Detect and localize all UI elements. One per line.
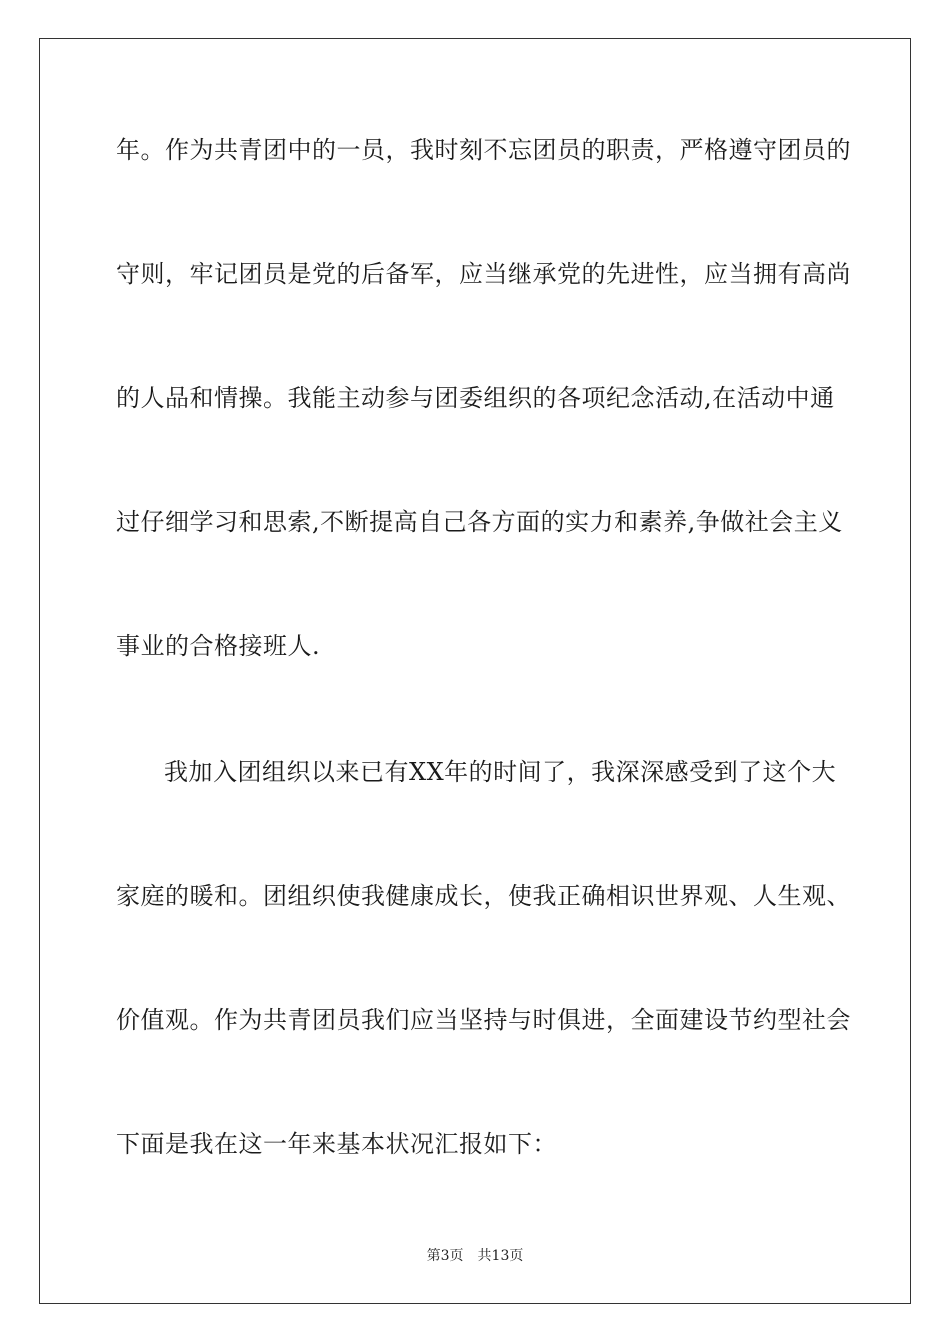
page-border: [39, 38, 911, 1304]
paragraph-line: 价值观。作为共青团员我们应当坚持与时俱进，全面建设节约型社会: [116, 1006, 851, 1034]
paragraph-line: 下面是我在这一年来基本状况汇报如下：: [116, 1130, 557, 1158]
paragraph-line: 事业的合格接班人.: [116, 632, 321, 660]
page-footer: [0, 1247, 950, 1265]
paragraph-line: 的人品和情操。我能主动参与团委组织的各项纪念活动,在活动中通: [116, 384, 835, 412]
page-total: 共13页: [477, 1248, 524, 1264]
paragraph-line: 年。作为共青团中的一员，我时刻不忘团员的职责，严格遵守团员的: [116, 136, 851, 164]
paragraph-line: 过仔细学习和思索,不断提高自己各方面的实力和素养,争做社会主义: [116, 508, 843, 536]
paragraph-line: 家庭的暖和。团组织使我健康成长，使我正确相识世界观、人生观、: [116, 882, 851, 910]
paragraph-line: 守则，牢记团员是党的后备军，应当继承党的先进性，应当拥有高尚: [116, 260, 851, 288]
page-number: 第3页: [426, 1248, 464, 1264]
paragraph-line: 我加入团组织以来已有XX年的时间了，我深深感受到了这个大: [164, 758, 837, 786]
